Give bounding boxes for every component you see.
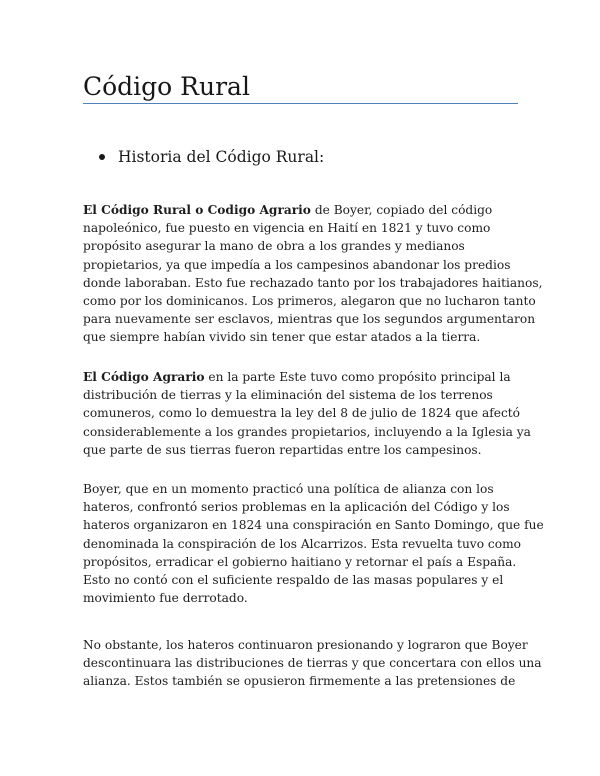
document-title: Código Rural <box>83 72 250 101</box>
title-underline-rule <box>83 103 518 104</box>
paragraph-line: hateros, confrontó serios problemas en la aplicación del Código y los <box>83 500 510 515</box>
paragraph-line: Boyer, que en un momento practicó una política de alianza con los <box>83 482 494 496</box>
line-text: en la parte Este tuvo como propósito principal la <box>204 370 511 384</box>
paragraph-line: donde laboraban. Esto fue rechazado tanto por los trabajadores haitianos, <box>83 275 543 290</box>
paragraph-line: alianza. Estos también se opusieron firmemente a las pretensiones de <box>83 674 516 689</box>
paragraph-line: que siempre habían vivido sin tener que estar atados a la tierra. <box>83 330 481 345</box>
paragraph-line: que parte de sus tierras fueron repartidas entre los campesinos. <box>83 442 482 457</box>
paragraph-codigo-rural <box>83 201 543 347</box>
paragraph-boyer <box>83 480 544 607</box>
paragraph-codigo-agrario <box>83 368 531 459</box>
bullet-dot-icon <box>99 154 105 160</box>
paragraph-line: propósito asegurar la mano de obra a los grandes y medianos <box>83 239 465 254</box>
paragraph-line <box>83 201 523 219</box>
paragraph-line: Esto no contó con el suficiente respaldo de las masas populares y el <box>83 573 504 588</box>
line-text: de Boyer, copiado del código <box>310 203 493 217</box>
bold-lead-text: El Código Rural o Codigo Agrario <box>83 203 311 217</box>
bullet-item-label: Historia del Código Rural: <box>118 148 325 166</box>
paragraph-line: propietarios, ya que impedía a los campesinos abandonar los predios <box>83 257 511 272</box>
bold-lead-text: El Código Agrario <box>83 370 205 384</box>
paragraph-line: No obstante, los hateros continuaron presionando y lograron que Boyer <box>83 638 528 652</box>
paragraph-line: distribución de tierras y la eliminación del sistema de los terrenos <box>83 388 493 403</box>
paragraph-line: napoleónico, fue puesto en vigencia en Haití en 1821 y tuvo como <box>83 221 491 236</box>
paragraph-no-obstante <box>83 636 542 691</box>
paragraph-line: propósitos, erradicar el gobierno haitiano y retornar el país a España. <box>83 554 517 569</box>
paragraph-line: comuneros, como lo demuestra la ley del 8 de julio de 1824 que afectó <box>83 406 521 421</box>
paragraph-line: como por los dominicanos. Los primeros, alegaron que no lucharon tanto <box>83 294 536 309</box>
paragraph-line: descontinuara las distribuciones de tierras y que concertara con ellos una <box>83 656 542 671</box>
bullet-list <box>99 145 324 169</box>
paragraph-line: movimiento fue derrotado. <box>83 591 248 606</box>
paragraph-line: denominada la conspiración de los Alcarrizos. Esta revuelta tuvo como <box>83 536 521 551</box>
paragraph-line: hateros organizaron en 1824 una conspiración en Santo Domingo, que fue <box>83 518 544 533</box>
paragraph-line: para nuevamente ser esclavos, mientras que los segundos argumentaron <box>83 312 536 327</box>
paragraph-line: considerablemente a los grandes propietarios, incluyendo a la Iglesia ya <box>83 424 531 439</box>
bullet-item-historia <box>99 145 324 169</box>
paragraph-line <box>83 368 523 386</box>
